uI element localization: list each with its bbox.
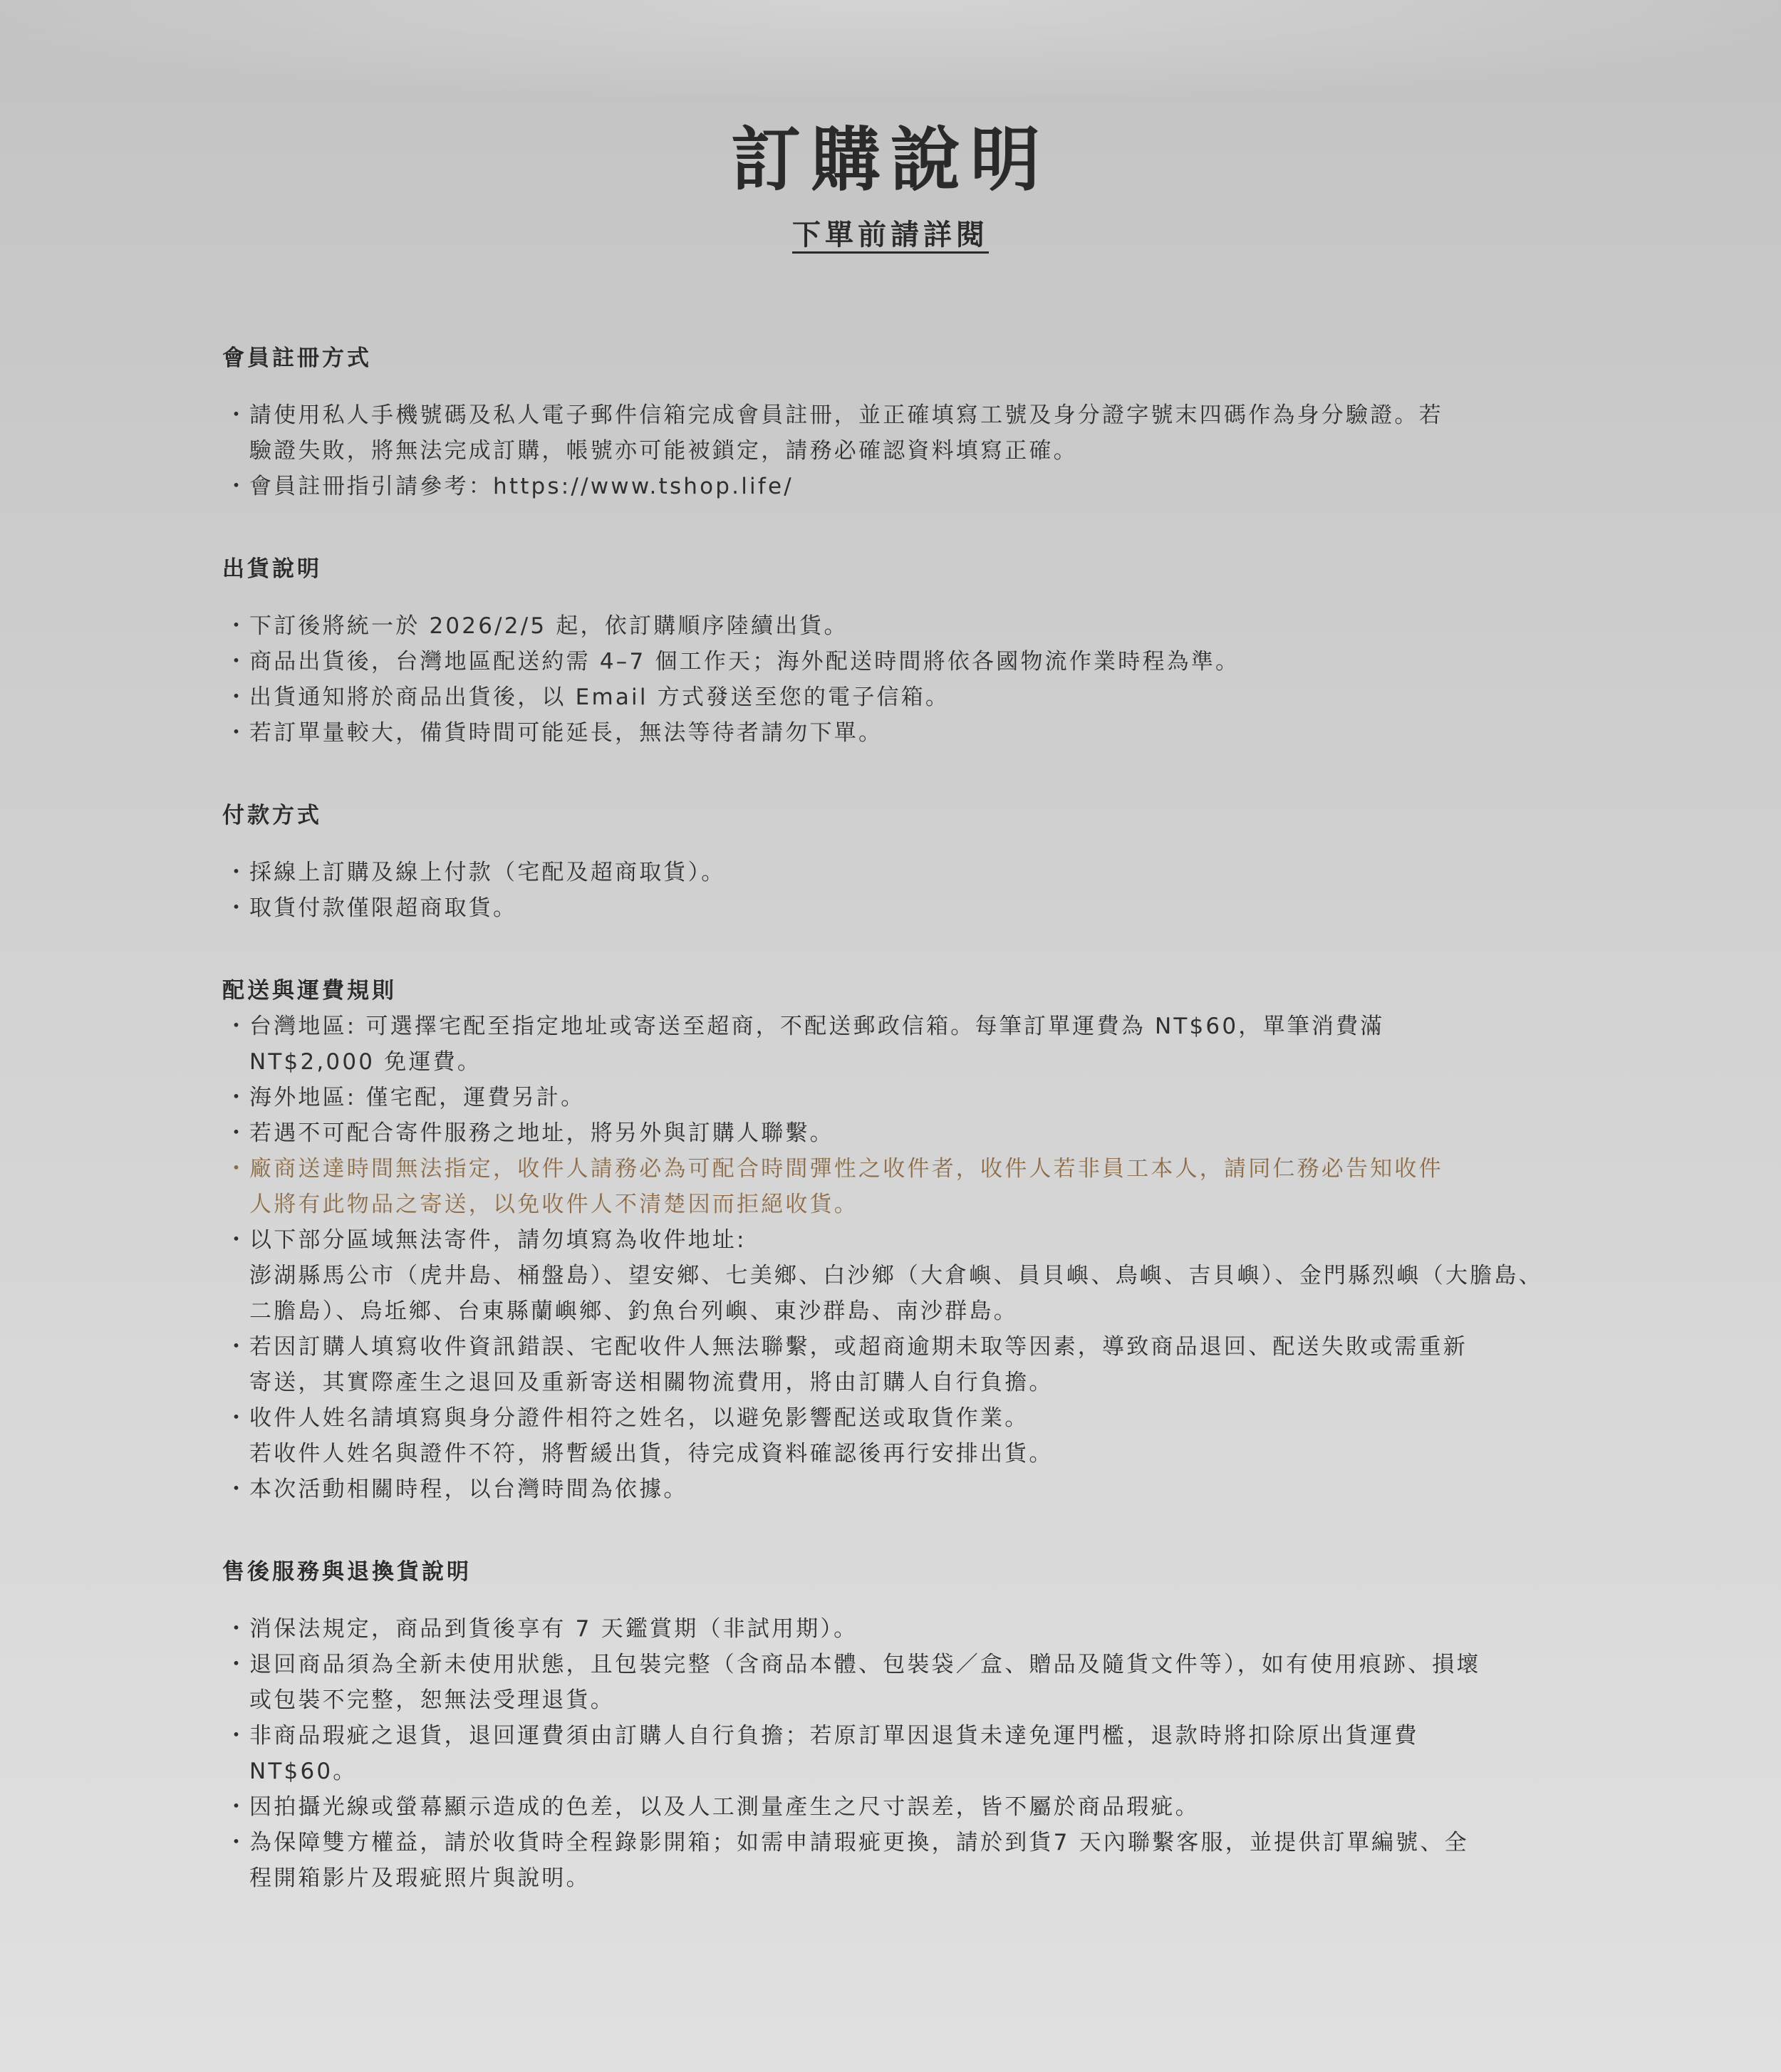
page-title: 訂購說明 bbox=[730, 120, 1050, 201]
item-line: 寄送，其實際產生之退回及重新寄送相關物流費用，將由訂購人自行負擔。 bbox=[249, 1370, 1054, 1395]
bullet: ・ bbox=[225, 1405, 250, 1431]
section-title: 配送與運費規則 bbox=[222, 978, 397, 1004]
bullet: ・ bbox=[225, 1830, 250, 1855]
page-header bbox=[0, 114, 1781, 253]
item-line: 若收件人姓名與證件不符，將暫緩出貨，待完成資料確認後再行安排出貨。 bbox=[249, 1441, 1054, 1467]
item-line: 澎湖縣馬公市（虎井島、桶盤島）、望安鄉、七美鄉、白沙鄉（大倉嶼、員貝嶼、鳥嶼、吉貝嶼）、金門縣烈嶼（大膽島、 bbox=[249, 1263, 1543, 1289]
list-item bbox=[222, 890, 1590, 926]
list-item bbox=[222, 855, 1590, 890]
item-line: 本次活動相關時程，以台灣時間為依據。 bbox=[249, 1477, 688, 1502]
list-item bbox=[222, 1647, 1590, 1718]
item-line: 為保障雙方權益，請於收貨時全程錄影開箱；如需申請瑕疵更換，請於到貨7 天內聯繫客服，並提供訂單編號、全 bbox=[249, 1830, 1469, 1855]
item-line: 驗證失敗，將無法完成訂購，帳號亦可能被鎖定，請務必確認資料填寫正確。 bbox=[249, 438, 1078, 464]
bullet: ・ bbox=[225, 860, 250, 885]
page-subtitle: 下單前請詳閱 bbox=[792, 219, 989, 251]
bullet: ・ bbox=[225, 1616, 250, 1642]
item-line: 因拍攝光線或螢幕顯示造成的色差，以及人工測量產生之尺寸誤差，皆不屬於商品瑕疵。 bbox=[249, 1794, 1200, 1820]
item-line: 若訂單量較大，備貨時間可能延長，無法等待者請勿下單。 bbox=[249, 720, 883, 746]
bullet: ・ bbox=[225, 684, 250, 710]
section-payment bbox=[222, 798, 1590, 926]
item-line: 退回商品須為全新未使用狀態，且包裝完整（含商品本體、包裝袋／盒、贈品及隨貨文件等），如有使用痕跡、損壞 bbox=[249, 1652, 1481, 1677]
item-line: 非商品瑕疵之退貨，退回運費須由訂購人自行負擔；若原訂單因退貨未達免運門檻，退款時將扣除原出貨運費 bbox=[249, 1723, 1419, 1749]
list-item bbox=[222, 1825, 1590, 1896]
bullet: ・ bbox=[225, 613, 250, 639]
list-item bbox=[222, 715, 1590, 751]
item-line: 商品出貨後，台灣地區配送約需 4–7 個工作天；海外配送時間將依各國物流作業時程為準。 bbox=[249, 649, 1240, 675]
list-item bbox=[222, 1400, 1590, 1472]
section-title: 出貨說明 bbox=[222, 556, 322, 582]
bullet: ・ bbox=[225, 649, 250, 675]
list-item bbox=[222, 644, 1590, 680]
list-item bbox=[222, 1009, 1590, 1080]
bullet: ・ bbox=[225, 1120, 250, 1146]
bullet: ・ bbox=[225, 1794, 250, 1820]
bullet: ・ bbox=[225, 1334, 250, 1360]
item-line: NT$60。 bbox=[249, 1759, 358, 1784]
registration-guide-link[interactable]: 會員註冊指引請參考：https://www.tshop.life/ bbox=[249, 474, 794, 499]
item-line: 請使用私人手機號碼及私人電子郵件信箱完成會員註冊，並正確填寫工號及身分證字號末四碼作為身分驗證。若 bbox=[249, 402, 1443, 428]
item-line: 二膽島）、烏坵鄉、台東縣蘭嶼鄉、釣魚台列嶼、東沙群島、南沙群島。 bbox=[249, 1298, 1018, 1324]
list-item bbox=[222, 469, 1590, 504]
item-line: 若因訂購人填寫收件資訊錯誤、宅配收件人無法聯繫，或超商逾期未取等因素，導致商品退回、配送失敗或需重新 bbox=[249, 1334, 1468, 1360]
item-line: 下訂後將統一於 2026/2/5 起，依訂購順序陸續出貨。 bbox=[249, 613, 848, 639]
section-items bbox=[222, 608, 1590, 751]
bullet: ・ bbox=[225, 402, 250, 428]
item-line: NT$2,000 免運費。 bbox=[249, 1049, 482, 1075]
section-after-sales bbox=[222, 1554, 1590, 1896]
section-title: 付款方式 bbox=[222, 803, 322, 828]
bullet: ・ bbox=[225, 1156, 250, 1182]
list-item bbox=[222, 1222, 1590, 1329]
bullet: ・ bbox=[225, 1723, 250, 1749]
list-item bbox=[222, 397, 1590, 469]
item-line: 程開箱影片及瑕疵照片與說明。 bbox=[249, 1865, 591, 1891]
section-title: 會員註冊方式 bbox=[222, 345, 372, 371]
section-items bbox=[222, 1611, 1590, 1896]
list-item bbox=[222, 1611, 1590, 1647]
item-line: 若遇不可配合寄件服務之地址，將另外與訂購人聯繫。 bbox=[249, 1120, 834, 1146]
item-line: 消保法規定，商品到貨後享有 7 天鑑賞期（非試用期）。 bbox=[249, 1616, 858, 1642]
list-item bbox=[222, 1329, 1590, 1400]
instructions-content bbox=[222, 340, 1590, 1896]
bullet: ・ bbox=[225, 1085, 250, 1110]
section-shipping bbox=[222, 551, 1590, 751]
list-item bbox=[222, 1080, 1590, 1115]
section-items bbox=[222, 855, 1590, 926]
list-item-highlight bbox=[222, 1151, 1590, 1222]
list-item bbox=[222, 1789, 1590, 1825]
list-item bbox=[222, 680, 1590, 715]
bullet: ・ bbox=[225, 720, 250, 746]
item-line: 人將有此物品之寄送，以免收件人不清楚因而拒絕收貨。 bbox=[249, 1192, 858, 1217]
item-line: 台灣地區: 可選擇宅配至指定地址或寄送至超商，不配送郵政信箱。每筆訂單運費為 NT$60，單筆消費滿 bbox=[249, 1014, 1385, 1039]
item-line: 廠商送達時間無法指定，收件人請務必為可配合時間彈性之收件者，收件人若非員工本人，請同仁務必告知收件 bbox=[249, 1156, 1443, 1182]
section-items bbox=[222, 1009, 1590, 1507]
bullet: ・ bbox=[225, 1014, 250, 1039]
bullet: ・ bbox=[225, 1477, 250, 1502]
item-line: 收件人姓名請填寫與身分證件相符之姓名，以避免影響配送或取貨作業。 bbox=[249, 1405, 1029, 1431]
item-line: 出貨通知將於商品出貨後，以 Email 方式發送至您的電子信箱。 bbox=[249, 684, 950, 710]
list-item bbox=[222, 1472, 1590, 1507]
item-line: 取貨付款僅限超商取貨。 bbox=[249, 895, 518, 921]
bullet: ・ bbox=[225, 1227, 250, 1253]
list-item bbox=[222, 608, 1590, 644]
list-item bbox=[222, 1115, 1590, 1151]
bullet: ・ bbox=[225, 474, 250, 499]
item-line: 或包裝不完整，恕無法受理退貨。 bbox=[249, 1687, 615, 1713]
section-delivery-rules bbox=[222, 973, 1590, 1507]
section-member-registration bbox=[222, 340, 1590, 504]
item-line: 以下部分區域無法寄件，請勿填寫為收件地址: bbox=[249, 1227, 747, 1253]
list-item bbox=[222, 1718, 1590, 1789]
section-items bbox=[222, 397, 1590, 504]
item-line: 海外地區: 僅宅配，運費另計。 bbox=[249, 1085, 586, 1110]
bullet: ・ bbox=[225, 895, 250, 921]
item-line: 採線上訂購及線上付款（宅配及超商取貨）。 bbox=[249, 860, 726, 885]
section-title: 售後服務與退換貨說明 bbox=[222, 1559, 472, 1585]
bullet: ・ bbox=[225, 1652, 250, 1677]
